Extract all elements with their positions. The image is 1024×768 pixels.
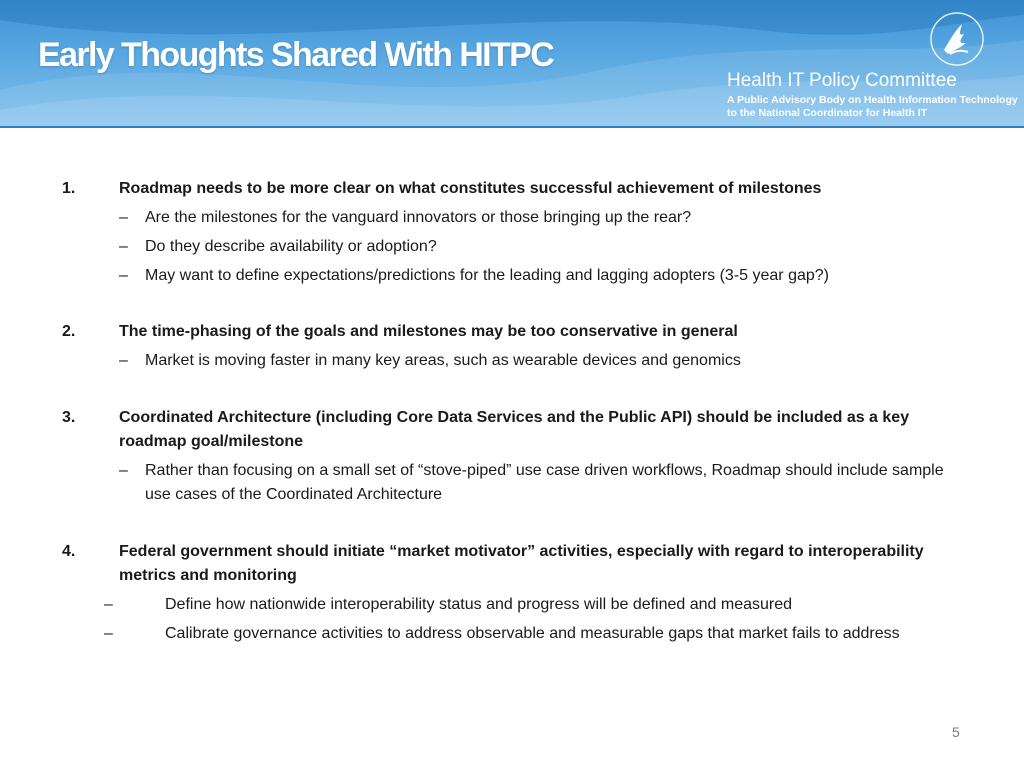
page-number: 5 [952, 724, 960, 740]
point-number: 2. [62, 323, 76, 340]
point-text: Coordinated Architecture (including Core Data Services and the Public API) should be included as a key roadmap goal/milestone [119, 409, 910, 450]
sub-point-text: Calibrate governance activities to address observable and measurable gaps that market fails to address [165, 625, 900, 642]
committee-name: Health IT Policy Committee [727, 70, 957, 91]
sub-bullet-dash: – [119, 352, 128, 369]
point-text: The time-phasing of the goals and milestones may be too conservative in general [119, 323, 738, 340]
slide-title: Early Thoughts Shared With HITPC [38, 36, 554, 74]
sub-point-text: Rather than focusing on a small set of “stove-piped” use case driven workflows, Roadmap should include sample use cases of the Coordinated Architecture [145, 462, 944, 503]
sub-bullet-dash: – [119, 267, 128, 284]
point-number: 4. [62, 543, 76, 560]
sub-bullet-dash: – [119, 238, 128, 255]
point-text: Federal government should initiate “market motivator” activities, especially with regard to interoperability metrics and monitoring [119, 543, 924, 584]
committee-tagline-line-1: A Public Advisory Body on Health Information Technology [727, 94, 1018, 106]
point-number: 1. [62, 180, 76, 197]
sub-point-text: Do they describe availability or adoption? [145, 238, 437, 255]
sub-bullet-dash: – [119, 462, 128, 479]
sub-bullet-dash: – [119, 209, 128, 226]
point-number: 3. [62, 409, 76, 426]
sub-bullet-dash: – [104, 625, 113, 642]
committee-tagline-line-2: to the National Coordinator for Health IT [727, 107, 928, 119]
sub-bullet-dash: – [104, 596, 113, 613]
point-text: Roadmap needs to be more clear on what constitutes successful achievement of milestones [119, 180, 822, 197]
sub-point-text: Are the milestones for the vanguard innovators or those bringing up the rear? [145, 209, 692, 226]
sub-point-text: Market is moving faster in many key areas, such as wearable devices and genomics [145, 352, 741, 369]
sub-point-text: May want to define expectations/predictions for the leading and lagging adopters (3-5 year gap?) [145, 267, 829, 284]
sub-point-text: Define how nationwide interoperability status and progress will be defined and measured [165, 596, 793, 613]
